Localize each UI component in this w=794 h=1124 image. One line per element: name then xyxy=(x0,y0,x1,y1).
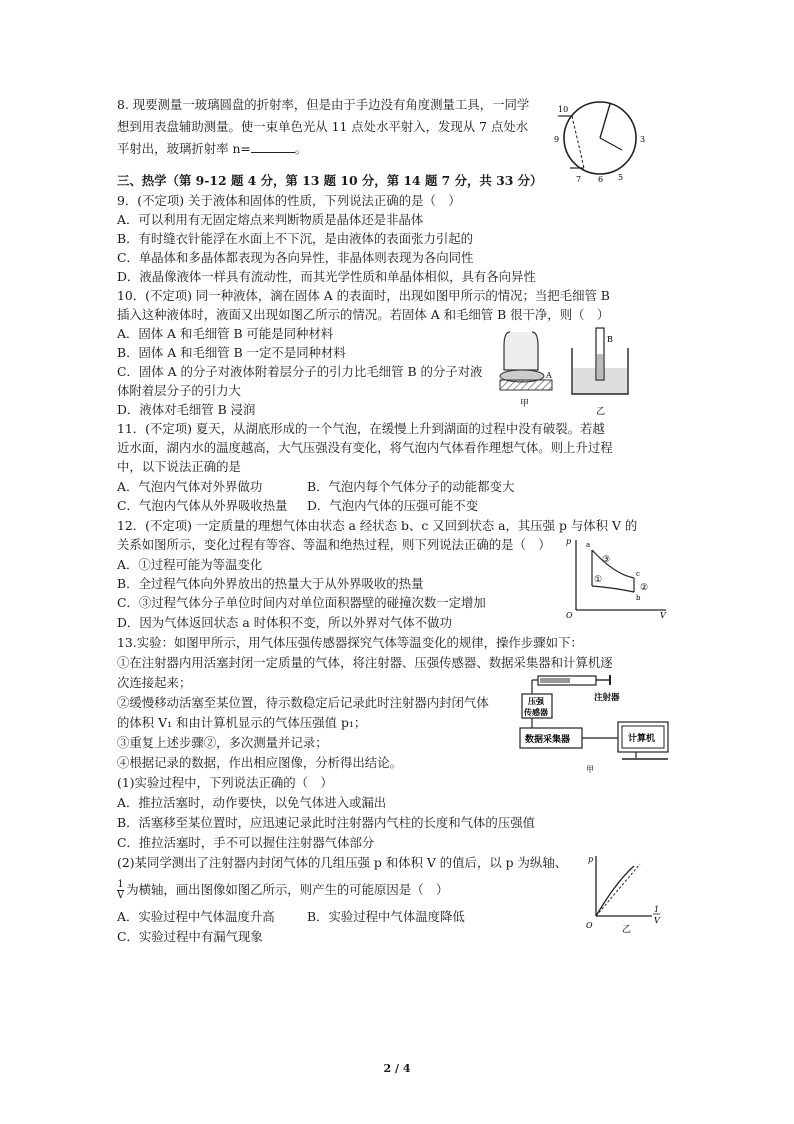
sensor-label-2: 传感器 xyxy=(524,707,548,717)
q11-stem-1: 11．(不定项) 夏天，从湖底形成的一个气泡，在缓慢上升到湖面的过程中没有破裂。若越 xyxy=(117,421,605,436)
label-yi: 乙 xyxy=(622,925,632,935)
fraction-one-over-v xyxy=(117,880,124,901)
q10-option-a[interactable]: A．固体 A 和毛细管 B 可能是同种材料 xyxy=(117,326,334,341)
q10-option-b[interactable]: B．固体 A 和毛细管 B 一定不是同种材料 xyxy=(117,345,346,360)
q13-stem: 13.实验：如图甲所示，用气体压强传感器探究气体等温变化的规律，操作步骤如下： xyxy=(117,635,583,650)
q11-option-d[interactable]: D．气泡内气体的压强可能不变 xyxy=(307,498,479,513)
x-axis-denominator: V xyxy=(654,916,660,925)
clock-number: 6 xyxy=(598,175,604,184)
label-yi: 乙 xyxy=(596,407,606,417)
answer-blank[interactable] xyxy=(251,140,295,153)
q10-option-d[interactable]: D．液体对毛细管 B 浸润 xyxy=(117,402,256,417)
p-axis-label: p xyxy=(588,855,594,864)
q8-line-2: 想到用表盘辅助测量。使一束单色光从 11 点处水平射入，发现从 7 点处水 xyxy=(117,119,529,134)
page-number: 2 / 4 xyxy=(383,1062,411,1075)
clock-diagram xyxy=(548,92,652,184)
sensor-label-1: 压强 xyxy=(528,696,544,706)
q10-stem-1: 10．(不定项) 同一种液体，滴在固体 A 的表面时，出现如图甲所示的情况；当把毛细管 B xyxy=(117,288,610,303)
process-1-label: ① xyxy=(594,575,603,585)
q9-option-c[interactable]: C．单晶体和多晶体都表现为各向异性，非晶体则表现为各向同性 xyxy=(117,250,474,265)
process-curve xyxy=(592,550,634,578)
q8-line-3 xyxy=(117,140,307,158)
label-jia: 甲 xyxy=(520,399,530,409)
q10-option-c-2: 体附着层分子的引力大 xyxy=(117,383,241,398)
q13-step-2a: ②缓慢移动活塞至某位置，待示数稳定后记录此时注射器内封闭气体 xyxy=(117,695,489,710)
x-axis-numerator: 1 xyxy=(654,905,660,914)
wetting-diagram xyxy=(494,324,636,422)
q11-stem-3: 中，以下说法正确的是 xyxy=(117,459,241,474)
section-heading: 三、热学（第 9-12 题 4 分，第 13 题 10 分，第 14 题 7 分，共 33 分） xyxy=(117,173,543,188)
refracted-ray xyxy=(572,116,584,168)
q8-line-3-text: 平射出，玻璃折射率 n= xyxy=(117,141,251,156)
q12-option-c[interactable]: C．③过程气体分子单位时间内对单位面积器壁的碰撞次数一定增加 xyxy=(117,595,486,610)
collector-label: 数据采集器 xyxy=(525,735,571,745)
q9-option-b[interactable]: B．有时缝衣针能浮在水面上不下沉，是由液体的表面张力引起的 xyxy=(117,231,474,246)
label-jia: 甲 xyxy=(586,765,594,774)
q9-option-d[interactable]: D．液晶像液体一样具有流动性，而其光学性质和单晶体相似，具有各向异性 xyxy=(117,269,536,284)
origin-label: O xyxy=(586,921,593,930)
q13-step-1a: ①在注射器内用活塞封闭一定质量的气体，将注射器、压强传感器、数据采集器和计算机逐 xyxy=(117,655,613,670)
origin-label: O xyxy=(566,611,573,618)
q8-line-3-end: 。 xyxy=(294,141,308,156)
clock-number: 10 xyxy=(558,105,569,114)
graph-reference-line xyxy=(596,864,640,916)
q13-part-1-option-a[interactable]: A．推拉活塞时，动作要快，以免气体进入或漏出 xyxy=(117,795,387,810)
p-inverse-v-graph xyxy=(582,852,668,936)
q13-part-2-option-b[interactable]: B．实验过程中气体温度降低 xyxy=(307,909,465,924)
apparatus-diagram xyxy=(518,672,688,774)
label-b: B xyxy=(607,335,613,344)
clock-number: 5 xyxy=(618,173,624,182)
q10-stem-2: 插入这种液体时，液面又出现如图乙所示的情况。若固体 A 和毛细管 B 很干净，则（ ） xyxy=(117,307,610,322)
p-axis-label: p xyxy=(566,537,572,546)
q12-option-b[interactable]: B．全过程气体向外界放出的热量大于从外界吸收的热量 xyxy=(117,576,424,591)
state-c: c xyxy=(636,570,640,578)
q13-part-2-option-a[interactable]: A．实验过程中气体温度升高 xyxy=(117,909,275,924)
q12-stem-1: 12．(不定项) 一定质量的理想气体由状态 a 经状态 b、c 又回到状态 a，其压强 p 与体积 V 的 xyxy=(117,518,638,533)
q8-line-1: 8. 现要测量一玻璃圆盘的折射率，但是由于手边没有角度测量工具，一同学 xyxy=(117,97,530,112)
clock-number: 9 xyxy=(554,135,560,144)
v-axis-label: V xyxy=(660,611,666,618)
pv-diagram xyxy=(562,534,670,618)
q10-option-c-1[interactable]: C．固体 A 的分子对液体附着层分子的引力比毛细管 B 的分子对液 xyxy=(117,364,483,379)
fraction-denominator: V xyxy=(117,890,125,901)
q13-step-4: ④根据记录的数据，作出相应图像，分析得出结论。 xyxy=(117,755,402,770)
process-2-label: ② xyxy=(640,583,649,593)
solid-a xyxy=(500,380,552,390)
syringe-label: 注射器 xyxy=(594,693,620,703)
q11-option-a[interactable]: A．气泡内气体对外界做功 xyxy=(117,479,263,494)
computer-label: 计算机 xyxy=(628,734,656,744)
q12-option-a[interactable]: A．①过程可能为等温变化 xyxy=(117,557,263,572)
q11-option-c[interactable]: C．气泡内气体从外界吸收热量 xyxy=(117,498,288,513)
q13-part-2-b xyxy=(117,880,448,901)
syringe-gas xyxy=(540,678,570,683)
clock-hand xyxy=(600,104,610,138)
clock-number: 3 xyxy=(640,135,646,144)
clock-hand xyxy=(600,138,622,150)
q13-step-2b: 的体积 V₁ 和由计算机显示的气体压强值 p₁； xyxy=(117,715,367,730)
q11-option-b[interactable]: B．气泡内每个气体分子的动能都变大 xyxy=(307,479,515,494)
q12-stem-2: 关系如图所示，变化过程有等容、等温和绝热过程，则下列说法正确的是（ ） xyxy=(117,537,551,552)
q12-option-d[interactable]: D．因为气体返回状态 a 时体积不变，所以外界对气体不做功 xyxy=(117,615,452,630)
fraction-numerator: 1 xyxy=(117,879,124,890)
state-a: a xyxy=(586,541,591,549)
q11-stem-2: 近水面，湖内水的温度越高，大气压强没有变化，将气泡内气体看作理想气体。则上升过程 xyxy=(117,440,613,455)
q13-step-1b: 次连接起来； xyxy=(117,675,192,690)
q9-stem: 9．(不定项) 关于液体和固体的性质，下列说法正确的是（ ） xyxy=(117,193,461,208)
clock-number: 7 xyxy=(576,175,582,184)
q13-part-2-b-text: 为横轴，画出图像如图乙所示，则产生的可能原因是（ ） xyxy=(126,882,449,897)
q9-option-a[interactable]: A．可以利用有无固定熔点来判断物质是晶体还是非晶体 xyxy=(117,212,424,227)
q13-part-2-a: (2)某同学测出了注射器内封闭气体的几组压强 p 和体积 V 的值后，以 p 为纵轴、 xyxy=(117,855,568,870)
capillary-liquid xyxy=(597,354,603,379)
q13-part-1-option-b[interactable]: B．活塞移至某位置时，应迅速记录此时注射器内气柱的长度和气体的压强值 xyxy=(117,815,535,830)
state-b: b xyxy=(636,594,641,602)
q13-part-1: (1)实验过程中，下列说法正确的（ ） xyxy=(117,775,333,790)
q13-step-3: ③重复上述步骤②，多次测量并记录； xyxy=(117,735,328,750)
q13-part-1-option-c[interactable]: C．推拉活塞时，手不可以握住注射器气体部分 xyxy=(117,835,375,850)
process-3-label: ③ xyxy=(602,555,611,565)
q13-part-2-option-c[interactable]: C．实验过程中有漏气现象 xyxy=(117,929,263,944)
droplet-tube xyxy=(504,332,538,370)
process-curve xyxy=(592,586,634,592)
label-a: A xyxy=(546,371,552,380)
